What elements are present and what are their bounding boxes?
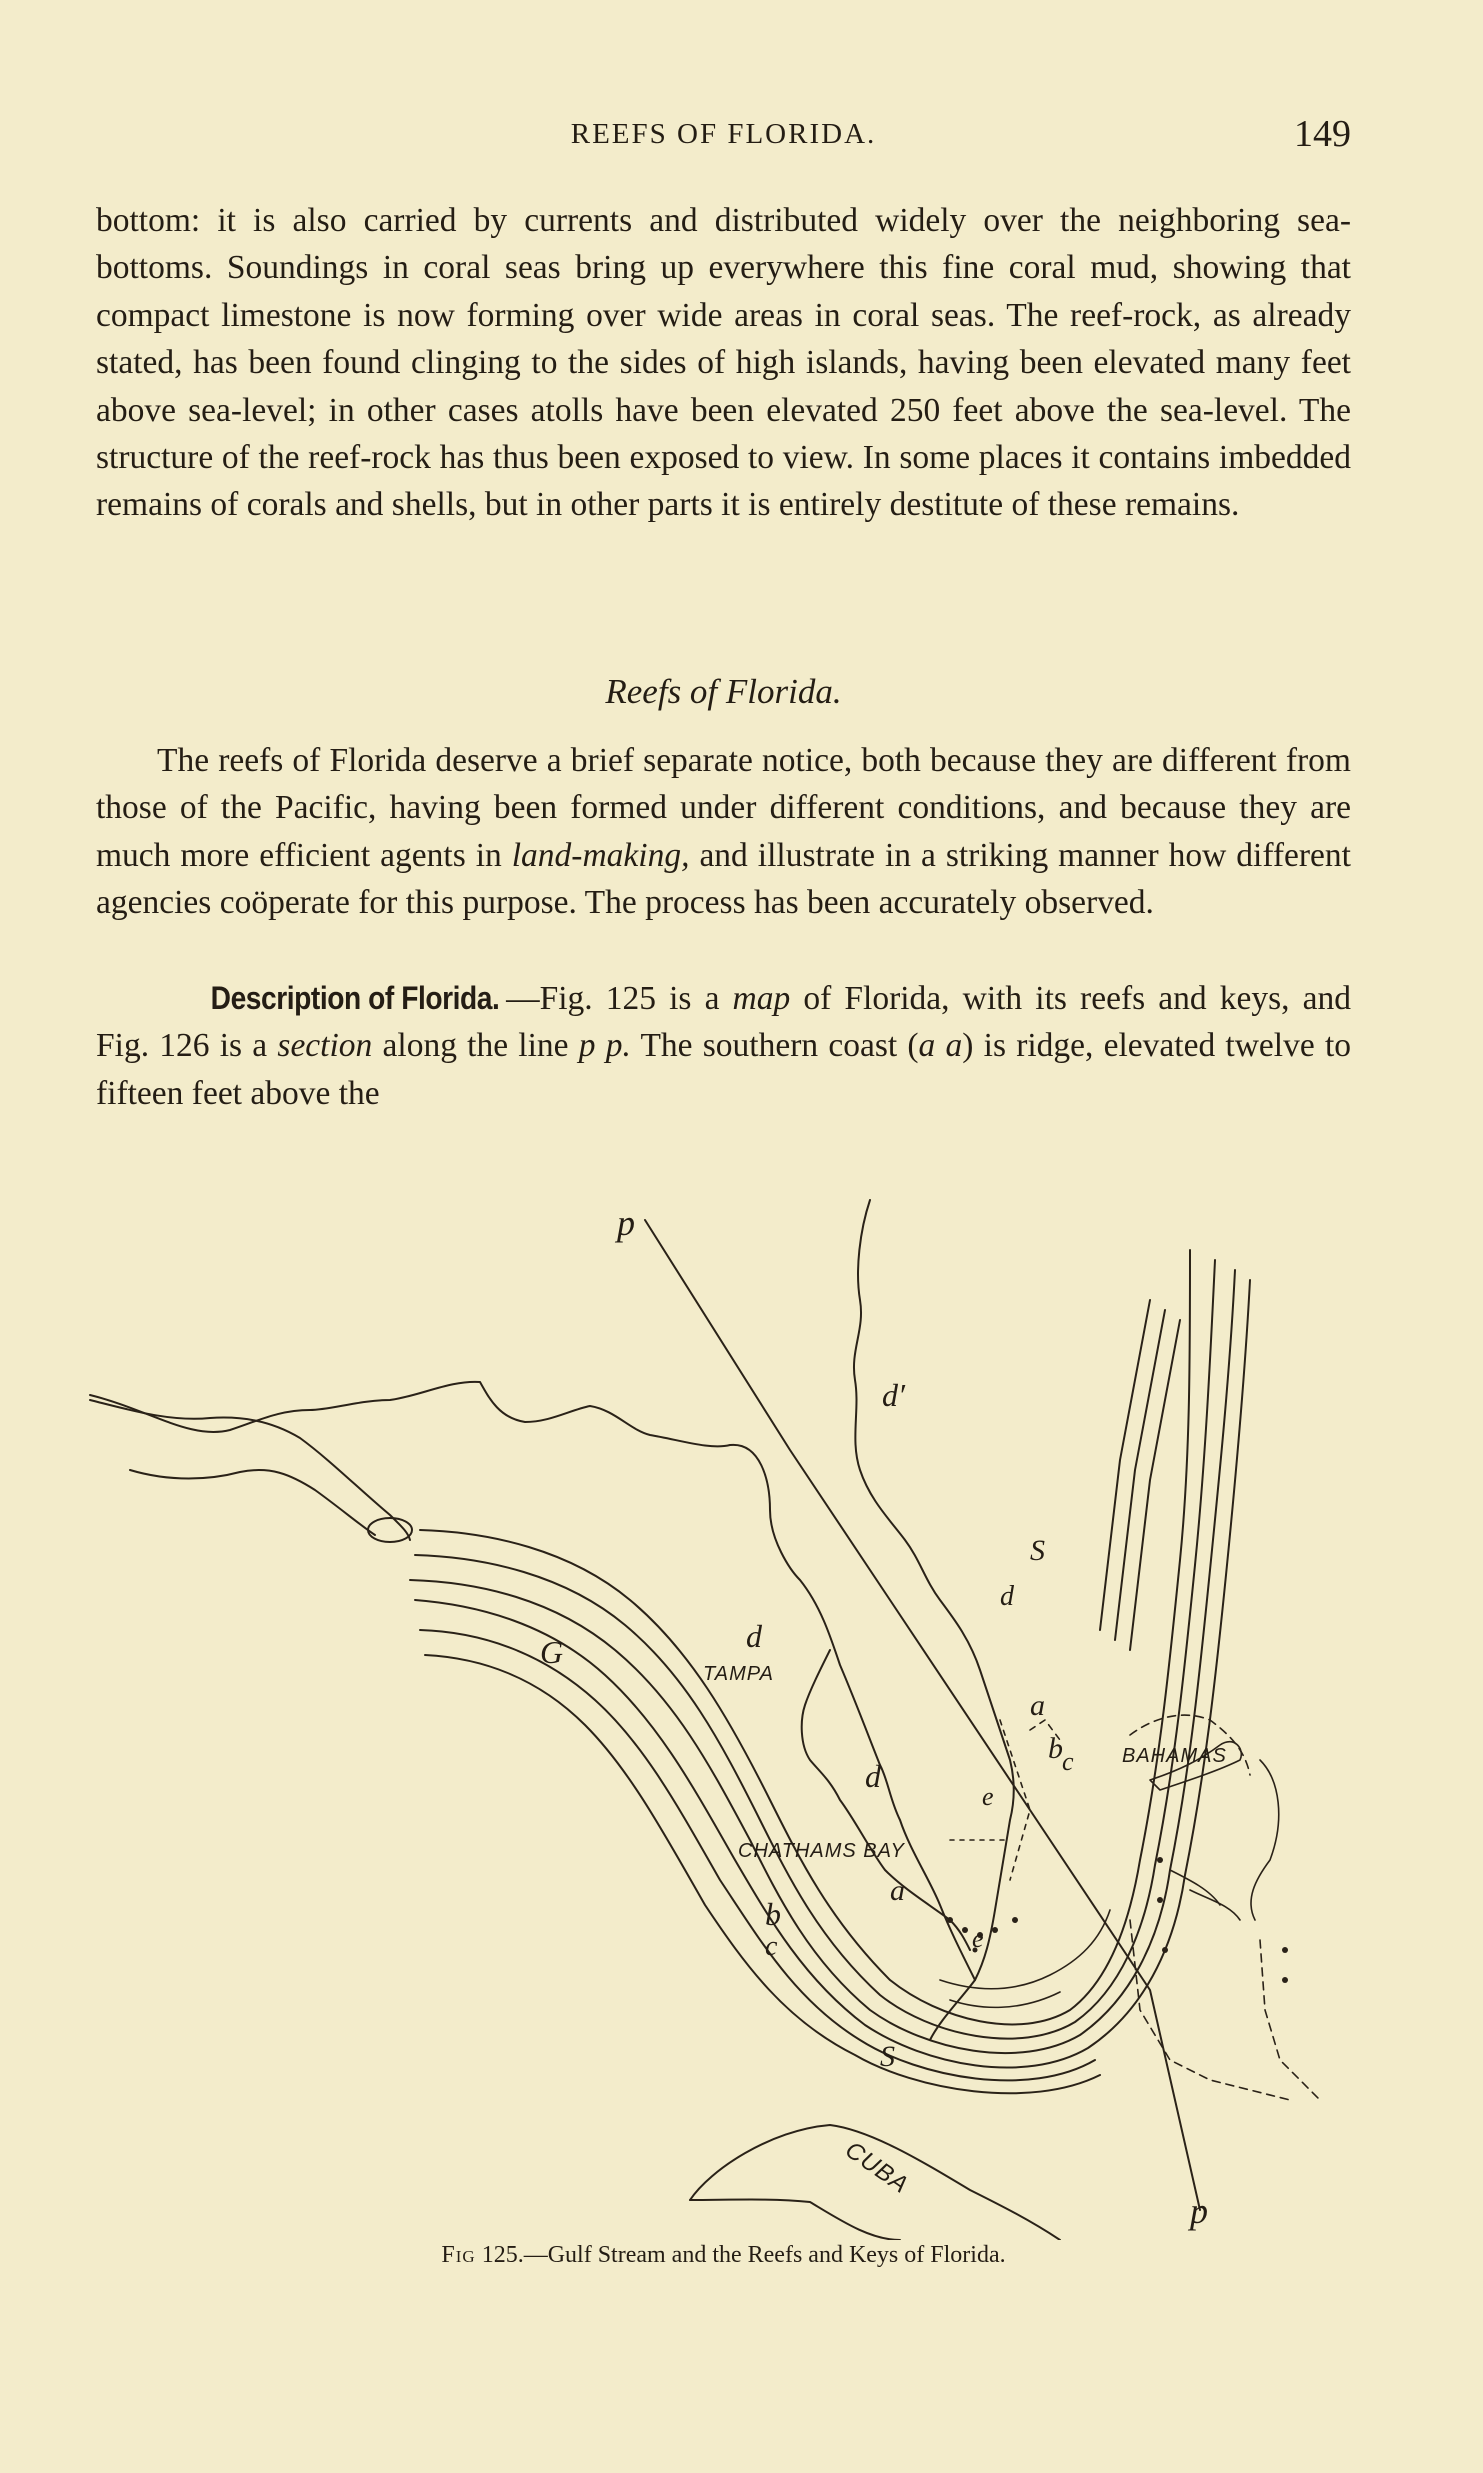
text-run: and illustrate in a striking manner how different agencies coöperate for this purpose. The process has been accurately observed. [96,836,1351,922]
label-a-south: a [890,1874,905,1907]
caption-text: 125.—Gulf Stream and the Reefs and Keys of Florida. [475,2242,1006,2268]
key-dots [947,1857,1288,1983]
gulf-stream-lines [410,1250,1250,2093]
paragraph-coral-mud: bottom: it is also carried by currents and distributed widely over the neighboring sea-bottoms. Soundings in coral seas bring up everywhere this fine coral mud, showing that compact limestone is now forming over wide areas in coral seas. The reef-rock, as already stated, has been found clinging to the sides of high islands, having been elevated many feet above sea-level; in other cases atolls have been elevated 250 feet above the sea-level. The structure of the reef-rock has thus been exposed to view. In some places it contains imbedded remains of corals and shells, but in other parts it is entirely destitute of these remains. [96,202,1351,524]
paragraph-florida-reefs-intro [96,737,1351,927]
emphasis-land-making: land-making, [511,836,690,874]
label-d-coast: d [1000,1581,1014,1612]
florida-map-illustration [70,1160,1360,2240]
emphasis-section: section [277,1027,373,1065]
section-heading: Reefs of Florida. [605,672,842,711]
figure-125-map [70,1160,1360,2240]
text-run: The southern coast ( [630,1027,919,1065]
figure-caption [96,2242,1351,2269]
label-e-south: e [972,1924,984,1953]
bahamas-islands [1130,1715,1320,2100]
label-g: G [540,1634,564,1670]
running-title: REEFS OF FLORIDA. [570,118,877,150]
caption-label: Fig [441,2242,476,2268]
east-coast [854,1200,1014,2040]
emphasis-a-a: a a [918,1027,963,1065]
text-run: along the line [372,1027,579,1065]
emphasis-map: map [732,980,791,1017]
page-number: 149 [1294,113,1351,155]
label-p-bottom: p [1190,2191,1208,2231]
florida-keys-reefs [940,1720,1110,2007]
emphasis-p-p: p p. [578,1027,631,1065]
section-line-p-p [645,1220,1200,2210]
label-c-west: c [765,1931,778,1962]
label-bahamas: BAHAMAS [1122,1745,1227,1767]
tampa-coast [802,1650,970,1950]
label-s-upper: S [1030,1534,1045,1567]
label-e-inner: e [982,1782,994,1811]
label-d-prime: d′ [882,1377,905,1413]
text-run: ) is ridge, elevated twelve to fifteen feet above the [96,1027,1351,1112]
text-run: —Fig. 125 is a [506,980,733,1017]
label-d-chatham: d [865,1758,881,1794]
label-s-lower: S [880,2040,895,2073]
label-a-east: a [1030,1689,1045,1722]
run-in-heading: Description of Florida. [210,980,500,1016]
label-b-west: b [765,1896,781,1932]
label-cuba: CUBA [840,2136,914,2199]
label-c-east: c [1062,1747,1074,1776]
panhandle-coast [90,1382,975,1980]
text-run: The reefs of Florida deserve a brief separate notice, both because they are different from those of the Pacific, having been formed under different conditions, and because they are much more efficient agents in [96,742,1351,874]
label-tampa: TAMPA [703,1663,774,1685]
text-run: of Florida, with its reefs and keys, and Fig. 126 is a [96,980,1351,1065]
label-chathams-bay: CHATHAMS BAY [738,1840,905,1862]
label-b-east: b [1048,1732,1063,1765]
paragraph-description-of-florida [96,975,1351,1117]
running-head [96,112,1351,162]
label-d-tampa: d [746,1618,762,1654]
label-p-top: p [617,1203,635,1243]
